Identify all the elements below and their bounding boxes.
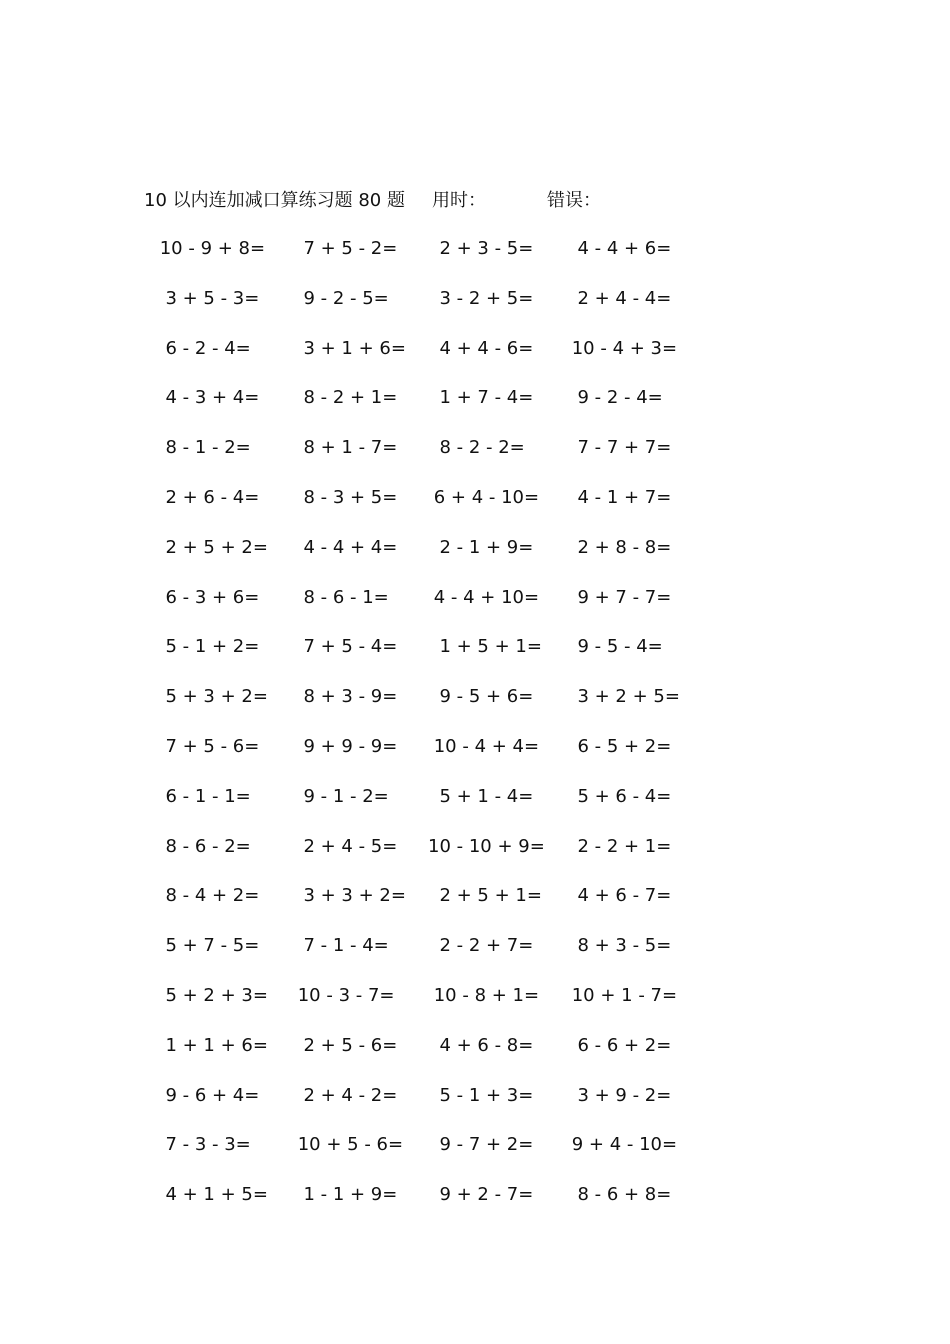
problem-item: 10 + 1 - 7= [566, 984, 678, 1006]
problem-item: 4 - 4 + 4= [292, 536, 398, 558]
problem-item: 9 + 7 - 7= [566, 586, 672, 608]
problem-row [0, 286, 950, 336]
problem-row [0, 634, 950, 684]
problem-item: 7 - 3 - 3= [154, 1134, 251, 1156]
problem-item: 8 + 1 - 7= [292, 437, 398, 459]
problem-row [0, 236, 950, 286]
problem-item: 2 + 4 - 5= [292, 835, 398, 857]
problem-row [0, 883, 950, 933]
time-used-label: 用时： [432, 190, 486, 211]
problem-item: 10 - 4 + 4= [428, 735, 540, 757]
problem-item: 8 - 2 - 2= [428, 437, 525, 459]
problem-item: 2 + 3 - 5= [428, 238, 534, 259]
problem-item: 9 - 6 + 4= [154, 1084, 260, 1106]
problem-item: 4 + 6 - 7= [566, 885, 672, 907]
problem-item: 9 - 2 - 4= [566, 387, 663, 409]
problem-item: 3 + 2 + 5= [566, 686, 680, 708]
problem-item: 1 + 5 + 1= [428, 636, 542, 658]
problem-item: 7 + 5 - 4= [292, 636, 398, 658]
problem-item: 5 + 7 - 5= [154, 935, 260, 957]
problem-item: 5 - 1 + 3= [428, 1084, 534, 1106]
problem-item: 5 - 1 + 2= [154, 636, 260, 658]
problem-item: 8 - 6 - 2= [154, 835, 251, 857]
problem-item: 6 - 1 - 1= [154, 785, 251, 807]
problem-item: 1 - 1 + 9= [292, 1184, 398, 1206]
problem-item: 2 + 5 + 1= [428, 885, 542, 907]
problem-row [0, 385, 950, 435]
problem-item: 3 + 5 - 3= [154, 287, 260, 309]
problem-item: 6 + 4 - 10= [428, 486, 540, 508]
problem-item: 8 - 6 - 1= [292, 586, 389, 608]
problem-item: 2 + 4 - 2= [292, 1084, 398, 1106]
problem-item: 2 - 1 + 9= [428, 536, 534, 558]
problem-item: 5 + 2 + 3= [154, 984, 268, 1006]
problem-item: 7 + 5 - 2= [292, 238, 398, 259]
problem-item: 7 - 7 + 7= [566, 437, 672, 459]
problem-item: 6 - 2 - 4= [154, 337, 251, 359]
problem-item: 9 - 2 - 5= [292, 287, 389, 309]
problem-item: 2 + 6 - 4= [154, 486, 260, 508]
problem-item: 9 + 2 - 7= [428, 1184, 534, 1206]
problem-item: 10 - 9 + 8= [154, 238, 266, 259]
problem-item: 10 - 8 + 1= [428, 984, 540, 1006]
problem-item: 4 + 4 - 6= [428, 337, 534, 359]
problem-item: 6 - 6 + 2= [566, 1034, 672, 1056]
problem-item: 5 + 3 + 2= [154, 686, 268, 708]
problem-row [0, 1182, 950, 1232]
problem-row [0, 1132, 950, 1182]
problem-item: 4 - 4 + 10= [428, 586, 540, 608]
problem-item: 2 - 2 + 1= [566, 835, 672, 857]
problem-item: 10 - 4 + 3= [566, 337, 678, 359]
problem-item: 10 - 10 + 9= [428, 835, 545, 857]
problem-item: 10 + 5 - 6= [292, 1134, 404, 1156]
problem-item: 8 - 1 - 2= [154, 437, 251, 459]
problem-item: 8 + 3 - 9= [292, 686, 398, 708]
problem-item: 3 + 9 - 2= [566, 1084, 672, 1106]
problem-item: 8 + 3 - 5= [566, 935, 672, 957]
problem-row [0, 535, 950, 585]
problem-item: 8 - 3 + 5= [292, 486, 398, 508]
problem-item: 9 + 9 - 9= [292, 735, 398, 757]
problem-item: 5 + 1 - 4= [428, 785, 534, 807]
problem-item: 6 - 3 + 6= [154, 586, 260, 608]
problem-row [0, 485, 950, 535]
problem-item: 2 + 5 - 6= [292, 1034, 398, 1056]
problem-row [0, 983, 950, 1033]
problem-row [0, 585, 950, 635]
problem-item: 4 - 1 + 7= [566, 486, 672, 508]
problem-grid [0, 236, 950, 1232]
problem-item: 8 - 2 + 1= [292, 387, 398, 409]
problem-row [0, 784, 950, 834]
problem-item: 7 - 1 - 4= [292, 935, 389, 957]
problem-item: 3 - 2 + 5= [428, 287, 534, 309]
error-count-label: 错误： [547, 190, 601, 211]
problem-item: 9 - 1 - 2= [292, 785, 389, 807]
problem-item: 7 + 5 - 6= [154, 735, 260, 757]
problem-row [0, 684, 950, 734]
problem-item: 2 + 8 - 8= [566, 536, 672, 558]
problem-row [0, 933, 950, 983]
problem-row [0, 1033, 950, 1083]
problem-row [0, 336, 950, 386]
problem-item: 4 - 4 + 6= [566, 238, 672, 259]
problem-item: 4 + 1 + 5= [154, 1184, 268, 1206]
problem-item: 2 + 5 + 2= [154, 536, 268, 558]
problem-item: 2 + 4 - 4= [566, 287, 672, 309]
problem-item: 10 - 3 - 7= [292, 984, 395, 1006]
problem-row [0, 435, 950, 485]
problem-item: 8 - 6 + 8= [566, 1184, 672, 1206]
problem-item: 4 + 6 - 8= [428, 1034, 534, 1056]
problem-item: 4 - 3 + 4= [154, 387, 260, 409]
problem-item: 3 + 3 + 2= [292, 885, 406, 907]
problem-item: 6 - 5 + 2= [566, 735, 672, 757]
worksheet-title: 10 以内连加减口算练习题 80 题 [144, 190, 405, 211]
worksheet-header [0, 186, 950, 214]
problem-item: 9 - 7 + 2= [428, 1134, 534, 1156]
problem-row [0, 1083, 950, 1133]
problem-item: 3 + 1 + 6= [292, 337, 406, 359]
problem-row [0, 834, 950, 884]
problem-item: 9 - 5 + 6= [428, 686, 534, 708]
problem-item: 5 + 6 - 4= [566, 785, 672, 807]
problem-item: 1 + 7 - 4= [428, 387, 534, 409]
problem-row [0, 734, 950, 784]
problem-item: 1 + 1 + 6= [154, 1034, 268, 1056]
problem-item: 8 - 4 + 2= [154, 885, 260, 907]
problem-item: 9 - 5 - 4= [566, 636, 663, 658]
problem-item: 2 - 2 + 7= [428, 935, 534, 957]
problem-item: 9 + 4 - 10= [566, 1134, 678, 1156]
